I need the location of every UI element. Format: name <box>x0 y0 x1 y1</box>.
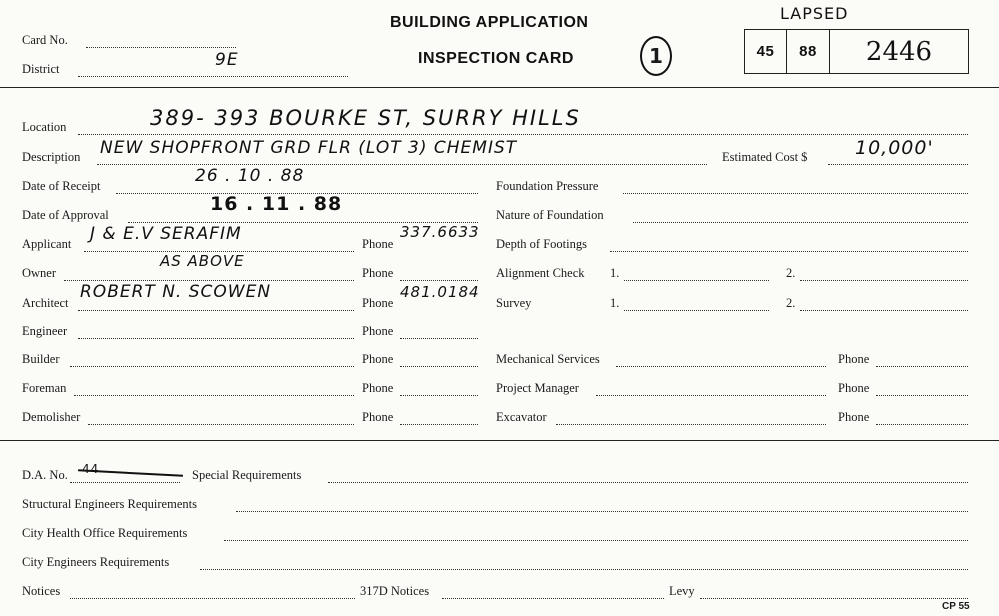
district-label: District <box>22 62 60 76</box>
builder-phone-field <box>400 366 478 367</box>
notices-317d-label: 317D Notices <box>360 584 430 598</box>
builder-label: Builder <box>22 352 60 366</box>
engineer-phone-label: Phone <box>362 324 394 338</box>
engineer-field <box>78 338 354 339</box>
project-manager-phone-field <box>876 395 968 396</box>
excavator-phone-label: Phone <box>838 410 870 424</box>
card-title-line2: INSPECTION CARD <box>418 50 574 67</box>
foreman-phone-label: Phone <box>362 381 394 395</box>
owner-field <box>64 280 354 281</box>
survey-one-field <box>624 310 769 311</box>
form-code: CP 55 <box>942 601 970 612</box>
applicant-value: J & E.V SERAFIM <box>90 224 242 244</box>
mechanical-phone-label: Phone <box>838 352 870 366</box>
notices-label: Notices <box>22 584 61 598</box>
project-manager-phone-label: Phone <box>838 381 870 395</box>
card-title-line1: BUILDING APPLICATION <box>390 14 589 31</box>
card-box-year-a: 45 <box>744 29 787 74</box>
lapsed-stamp: LAPSED <box>780 4 849 23</box>
levy-field <box>700 598 968 599</box>
mechanical-field <box>616 366 826 367</box>
special-requirements-field <box>328 482 968 483</box>
district-value: 9E <box>215 50 239 70</box>
depth-footings-label: Depth of Footings <box>496 237 587 251</box>
location-value: 389- 393 BOURKE ST, SURRY HILLS <box>150 106 581 130</box>
estimated-cost-value: 10,000' <box>855 137 934 159</box>
survey-one-label: 1. <box>610 296 620 310</box>
nature-foundation-label: Nature of Foundation <box>496 208 604 222</box>
location-field <box>78 134 968 135</box>
estimated-cost-field <box>828 164 968 165</box>
excavator-field <box>556 424 826 425</box>
excavator-phone-field <box>876 424 968 425</box>
survey-two-field <box>800 310 968 311</box>
da-no-label: D.A. No. <box>22 468 68 482</box>
owner-phone-field <box>400 280 478 281</box>
city-engineers-label: City Engineers Requirements <box>22 555 170 569</box>
foundation-pressure-label: Foundation Pressure <box>496 179 599 193</box>
levy-label: Levy <box>669 584 695 598</box>
card-box-number: 2446 <box>829 29 969 74</box>
builder-phone-label: Phone <box>362 352 394 366</box>
engineer-label: Engineer <box>22 324 68 338</box>
date-approval-label: Date of Approval <box>22 208 109 222</box>
circled-number: 1 <box>640 36 672 76</box>
date-receipt-label: Date of Receipt <box>22 179 101 193</box>
alignment-two-field <box>800 280 968 281</box>
estimated-cost-label: Estimated Cost $ <box>722 150 808 164</box>
card-no-label: Card No. <box>22 33 68 47</box>
applicant-phone-value: 337.6633 <box>400 223 480 241</box>
health-label: City Health Office Requirements <box>22 526 188 540</box>
applicant-phone-label: Phone <box>362 237 394 251</box>
alignment-check-label: Alignment Check <box>496 266 585 280</box>
alignment-one-field <box>624 280 769 281</box>
foreman-label: Foreman <box>22 381 67 395</box>
owner-value: AS ABOVE <box>160 252 245 270</box>
alignment-one-label: 1. <box>610 266 620 280</box>
excavator-label: Excavator <box>496 410 547 424</box>
demolisher-phone-field <box>400 424 478 425</box>
da-no-field <box>70 482 180 483</box>
architect-phone-label: Phone <box>362 296 394 310</box>
applicant-label: Applicant <box>22 237 72 251</box>
structural-field <box>236 511 968 512</box>
card-no-field <box>86 47 236 48</box>
mechanical-phone-field <box>876 366 968 367</box>
owner-label: Owner <box>22 266 57 280</box>
builder-field <box>70 366 354 367</box>
divider-bottom <box>0 440 999 441</box>
architect-phone-value: 481.0184 <box>400 283 480 301</box>
architect-field <box>78 310 354 311</box>
survey-label: Survey <box>496 296 532 310</box>
special-requirements-label: Special Requirements <box>192 468 302 482</box>
foreman-field <box>74 395 354 396</box>
foreman-phone-field <box>400 395 478 396</box>
demolisher-field <box>88 424 354 425</box>
notices-317d-field <box>442 598 664 599</box>
description-label: Description <box>22 150 81 164</box>
project-manager-field <box>596 395 826 396</box>
owner-phone-label: Phone <box>362 266 394 280</box>
demolisher-label: Demolisher <box>22 410 81 424</box>
structural-label: Structural Engineers Requirements <box>22 497 197 511</box>
architect-label: Architect <box>22 296 69 310</box>
date-receipt-value: 26 . 10 . 88 <box>195 166 305 186</box>
project-manager-label: Project Manager <box>496 381 579 395</box>
district-field <box>78 76 348 77</box>
da-no-value: 44 <box>82 462 100 476</box>
foundation-pressure-field <box>623 193 968 194</box>
depth-footings-field <box>610 251 968 252</box>
demolisher-phone-label: Phone <box>362 410 394 424</box>
engineer-phone-field <box>400 338 478 339</box>
location-label: Location <box>22 120 67 134</box>
architect-value: ROBERT N. SCOWEN <box>80 282 272 302</box>
nature-foundation-field <box>633 222 968 223</box>
date-approval-value: 16 . 11 . 88 <box>210 193 343 215</box>
alignment-two-label: 2. <box>786 266 796 280</box>
survey-two-label: 2. <box>786 296 796 310</box>
notices-field <box>70 598 355 599</box>
divider-top <box>0 87 999 88</box>
description-value: NEW SHOPFRONT GRD FLR (LOT 3) CHEMIST <box>100 138 518 158</box>
city-engineers-field <box>200 569 968 570</box>
health-field <box>224 540 968 541</box>
card-box-year-b: 88 <box>786 29 830 74</box>
mechanical-label: Mechanical Services <box>496 352 600 366</box>
description-field <box>97 164 707 165</box>
